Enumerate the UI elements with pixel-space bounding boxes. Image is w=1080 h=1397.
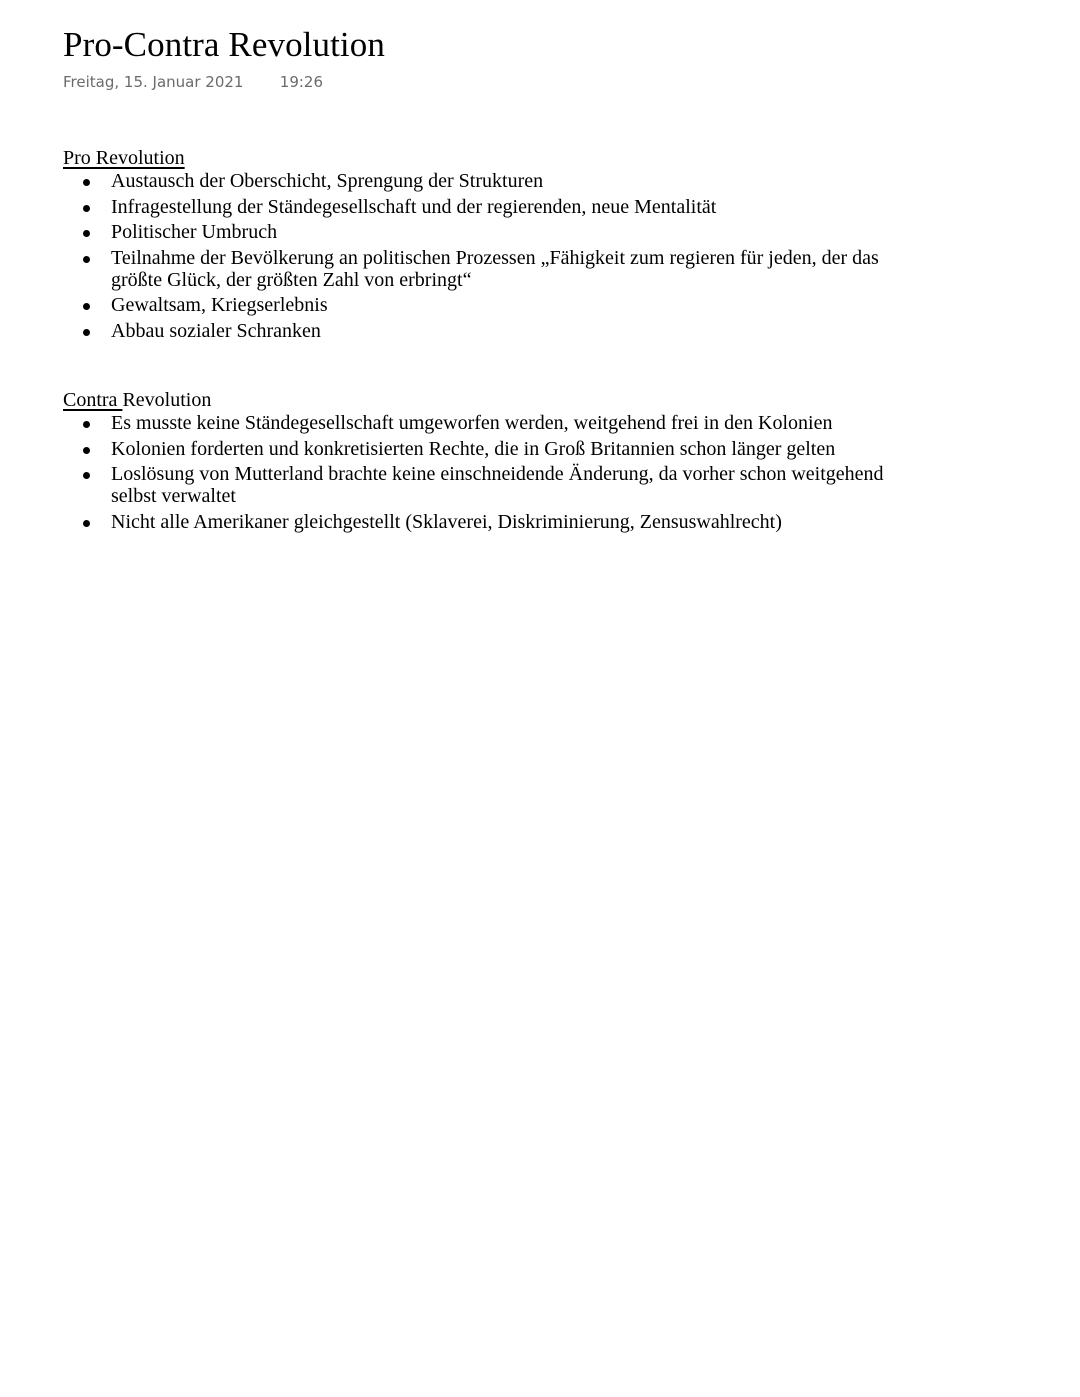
note-time: 19:26 — [279, 73, 324, 91]
list-item — [63, 170, 901, 192]
list-item — [63, 511, 901, 533]
page-title: Pro-Contra Revolution — [63, 25, 385, 64]
pro-list — [63, 170, 1080, 342]
contra-list — [63, 412, 1080, 533]
contra-heading — [63, 388, 1080, 412]
list-item-text: Abbau sozialer Schranken — [111, 319, 321, 342]
list-item — [63, 320, 901, 342]
bullet-icon — [83, 230, 90, 237]
contra-section — [63, 388, 1080, 533]
list-item — [63, 412, 901, 434]
list-item-text: Gewaltsam, Kriegserlebnis — [111, 294, 328, 317]
bullet-icon — [83, 520, 90, 527]
list-item-text: Politischer Umbruch — [111, 221, 278, 244]
list-item-text: Es musste keine Ständegesellschaft umgeworfen werden, weitgehend frei in den Kolonien — [111, 411, 833, 434]
pro-heading-text: Pro Revolution — [63, 147, 185, 169]
bullet-icon — [83, 256, 90, 263]
list-item — [63, 463, 901, 507]
list-item-text: Loslösung von Mutterland brachte keine einschneidende Änderung, da vorher schon weitgehend selbst verwaltet — [111, 463, 884, 508]
list-item — [63, 196, 901, 218]
list-item-text: Nicht alle Amerikaner gleichgestellt (Sklaverei, Diskriminierung, Zensuswahlrecht) — [111, 510, 782, 533]
contra-heading-rest: Revolution — [122, 388, 212, 411]
bullet-icon — [83, 205, 90, 212]
list-item — [63, 221, 901, 243]
note-date: Freitag, 15. Januar 2021 — [63, 73, 244, 91]
bullet-icon — [83, 447, 90, 454]
bullet-icon — [83, 329, 90, 336]
pro-heading — [63, 146, 1080, 170]
list-item-text: Infragestellung der Ständegesellschaft und der regierenden, neue Mentalität — [111, 195, 717, 218]
list-item-text: Kolonien forderten und konkretisierten Rechte, die in Groß Britannien schon länger gelten — [111, 437, 836, 460]
note-metadata — [63, 72, 1080, 92]
list-item-text: Teilnahme der Bevölkerung an politischen Prozessen „Fähigkeit zum regieren für jeden, der das größte Glück, der größten Zahl von erbringt“ — [111, 246, 879, 291]
list-item-text: Austausch der Oberschicht, Sprengung der Strukturen — [111, 170, 544, 192]
list-item — [63, 247, 901, 291]
bullet-icon — [83, 179, 90, 186]
list-item — [63, 438, 901, 460]
bullet-icon — [83, 303, 90, 310]
bullet-icon — [83, 472, 90, 479]
pro-section — [63, 146, 1080, 342]
list-item — [63, 294, 901, 316]
bullet-icon — [83, 421, 90, 428]
contra-heading-underlined: Contra — [63, 388, 123, 411]
